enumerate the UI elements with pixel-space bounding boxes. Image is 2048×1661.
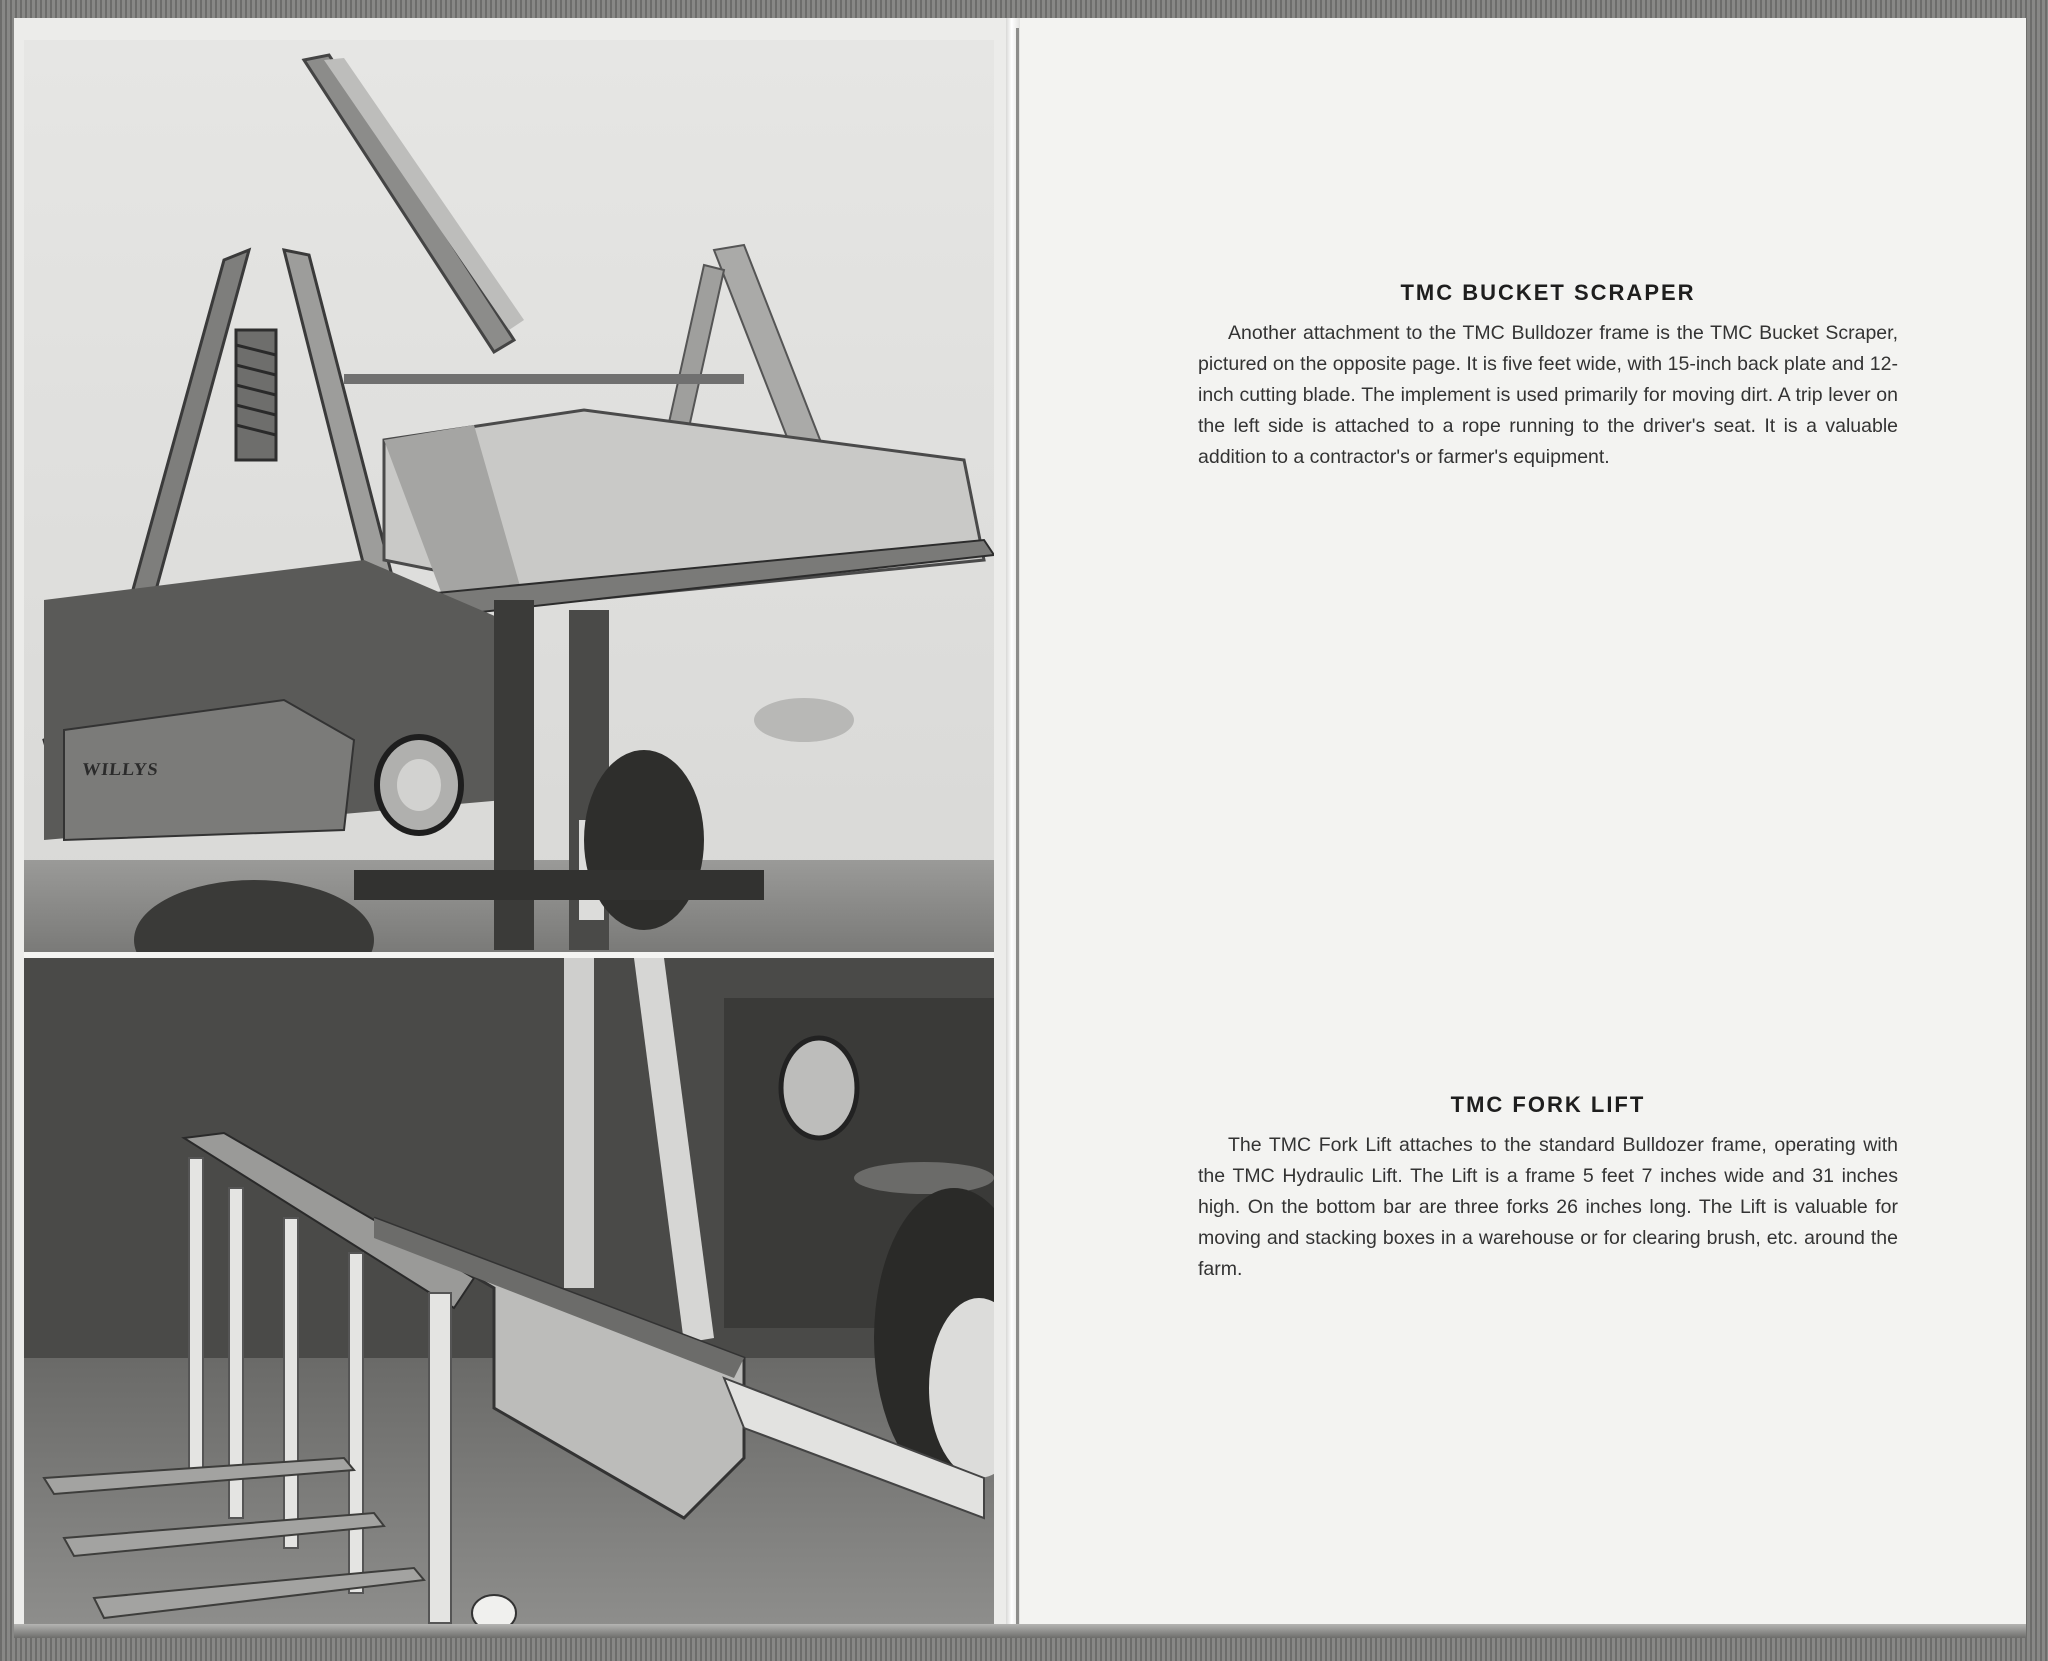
fork-lift-heading: TMC FORK LIFT: [1450, 1092, 1646, 1117]
fork-lift-section: [1198, 1092, 1898, 1285]
left-page: [14, 18, 1006, 1638]
right-page: [1020, 18, 2026, 1638]
bucket-scraper-illustration: [24, 40, 994, 952]
bucket-scraper-section: [1198, 280, 1898, 473]
hood-badge-text: WILLYS: [81, 759, 160, 779]
bucket-scraper-heading: TMC BUCKET SCRAPER: [1400, 280, 1696, 305]
gutter-crease: [1016, 28, 1019, 1628]
fork-lift-body: The TMC Fork Lift attaches to the standard Bulldozer frame, operating with the TMC Hydraulic Lift. The Lift is a frame 5 feet 7 inches wide and 31 inches high. On the bottom bar are three forks 26 inches long. The Lift is valuable for moving and stacking boxes in a warehouse or for clearing brush, etc. around the farm.: [1198, 1134, 1898, 1280]
fork-lift-illustration: [24, 958, 994, 1628]
brochure-spread: [14, 18, 2026, 1638]
bucket-scraper-photo: [24, 40, 994, 952]
fork-lift-photo: [24, 958, 994, 1628]
bucket-scraper-body: Another attachment to the TMC Bulldozer frame is the TMC Bucket Scraper, pictured on the opposite page. It is five feet wide, with 15-inch back plate and 12-inch cutting blade. The implement is used primarily for moving dirt. A trip lever on the left side is attached to a rope running to the driver's seat. It is a valuable addition to a contractor's or farmer's equipment.: [1198, 322, 1898, 468]
page-bottom-edge: [14, 1624, 2026, 1638]
